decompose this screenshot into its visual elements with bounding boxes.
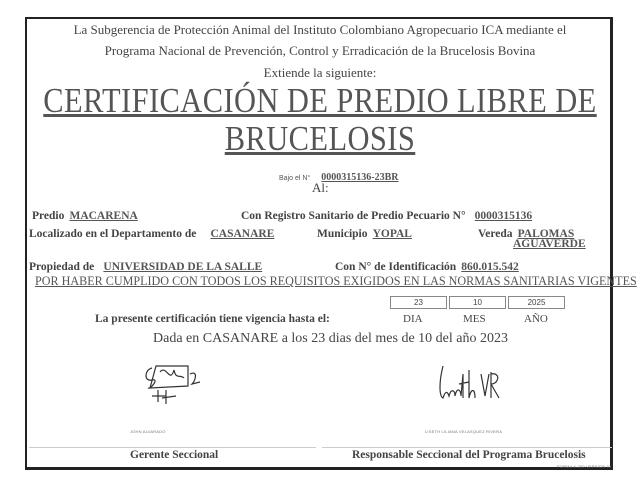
compliance-statement: POR HABER CUMPLIDO CON TODOS LOS REQUISITOS EXIGIDOS EN LAS NORMAS SANITARIAS VIGENTES [35,274,637,288]
departamento-field [29,223,274,241]
header-line-2: Programa Nacional de Prevención, Control y Erradicación de la Brucelosis Bovina [104,43,536,58]
signer-name-responsable: LISETH LILIANA VELASQUEZ RIVERA [425,429,503,434]
identificacion-value: 860.015.542 [461,261,519,273]
month-label: MES [463,313,486,325]
validity-year: 2025 [508,296,565,309]
number-value: 0000315136-23BR [321,172,399,183]
propiedad-value: UNIVERSIDAD DE LA SALLE [103,261,263,273]
validity-label: La presente certificación tiene vigencia hasta el: [95,313,330,325]
departamento-value: CASANARE [210,228,275,240]
role-responsable: Responsable Seccional del Programa Brucelosis [352,449,586,461]
form-code: FORMA 4-200 VERSION 01 [557,464,612,469]
propiedad-label: Propiedad de [29,261,95,273]
validity-month: 10 [449,296,506,309]
municipio-field [317,223,412,241]
vereda-value-2: AGUAVERDE [513,238,586,250]
vereda-label: Vereda [478,228,513,240]
vereda-value-1: PALOMAS [517,228,575,240]
certificate-number [279,166,399,184]
certificate-title-line-1: CERTIFICACIÓN DE PREDIO LIBRE DE [43,81,597,120]
departamento-label: Localizado en el Departamento de [29,228,197,240]
registro-label: Con Registro Sanitario de Predio Pecuario N° [241,210,466,222]
issued-statement: Dada en CASANARE a los 23 dias del mes de 10 del año 2023 [153,331,508,346]
registro-field [241,205,532,223]
predio-label: Predio [32,210,65,222]
validity-day: 23 [390,296,447,309]
identificacion-field [335,256,519,274]
municipio-label: Municipio [317,228,368,240]
signature-responsable [435,362,500,407]
signer-name-gerente: JOHN ALVARADO [130,429,166,434]
predio-value: MACARENA [69,210,138,222]
predio-field [32,205,138,223]
header-line-1: La Subgerencia de Protección Animal del Instituto Colombiano Agropecuario ICA mediante el [73,22,567,37]
propiedad-field [29,256,262,274]
signature-line-right [322,447,612,448]
signature-gerente [140,360,210,415]
number-label: Bajo el N° [279,175,311,182]
municipio-value: YOPAL [372,228,412,240]
year-label: AÑO [524,313,548,325]
registro-value: 0000315136 [474,210,533,222]
day-label: DIA [403,313,423,325]
certificate-title-line-2: BRUCELOSIS [224,119,416,158]
role-gerente: Gerente Seccional [130,449,219,461]
header-line-3: Extiende la siguiente: [263,65,377,80]
al-label: Al: [312,180,329,195]
signature-line-left [29,447,316,448]
identificacion-label: Con N° de Identificación [335,261,457,273]
